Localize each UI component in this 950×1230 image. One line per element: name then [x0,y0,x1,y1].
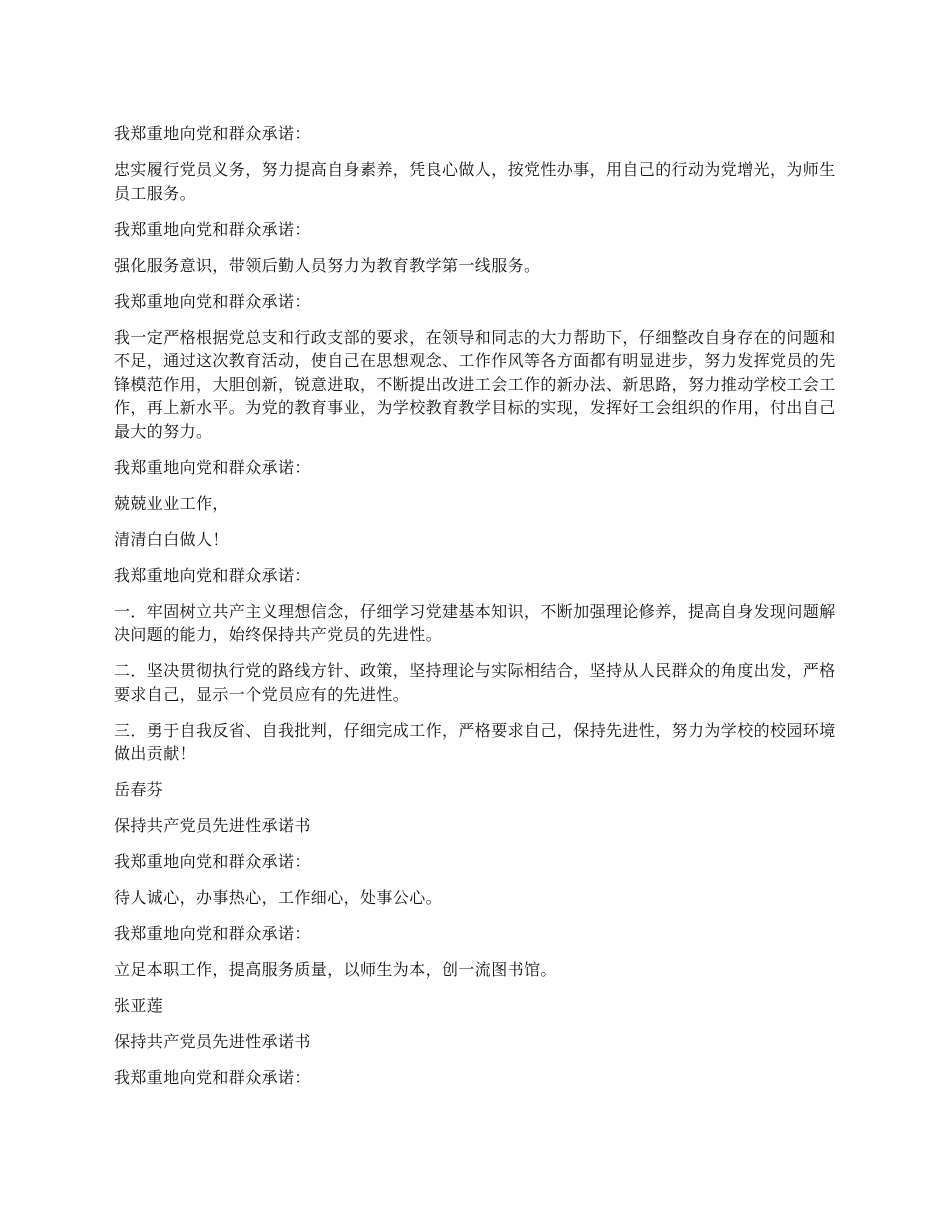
pledge-heading: 我郑重地向党和群众承诺： [114,219,311,239]
pledge-heading: 我郑重地向党和群众承诺： [114,457,311,477]
pledge-list-item: 三．勇于自我反省、自我批判，仔细完成工作，严格要求自己，保持先进性，努力为学校的校园环境做出贡献！ [114,720,836,763]
pledge-heading: 我郑重地向党和群众承诺： [114,124,311,143]
pledge-heading: 我郑重地向党和群众承诺： [114,924,311,943]
pledge-text: 强化服务意识，带领后勤人员努力为教育教学第一线服务。 [114,255,541,275]
document-title: 保持共产党员先进性承诺书 [114,1032,311,1051]
signature-name: 岳春芬 [114,780,164,799]
pledge-text: 我一定严格根据党总支和行政支部的要求，在领导和同志的大力帮助下，仔细整改自身存在的问题和不足，通过这次教育活动，使自己在思想观念、工作作风等各方面都有明显进步，努力发挥党员的先锋模范作用，大胆创新，锐意进取，不断提出改进工会工作的新办法、新思路，努力推动学校工会工作，再上新水平。为党的教育事业，为学校教育教学目标的实现，发挥好工会组织的作用，付出自己最大的努力。 [114,327,836,441]
signature-name: 张亚莲 [114,996,164,1015]
pledge-heading: 我郑重地向党和群众承诺： [114,565,311,585]
pledge-text: 立足本职工作，提高服务质量，以师生为本，创一流图书馆。 [114,960,557,979]
pledge-text: 兢兢业业工作， [114,493,229,513]
pledge-list-item: 二．坚决贯彻执行党的路线方针、政策，坚持理论与实际相结合，坚持从人民群众的角度出发，严格要求自己，显示一个党员应有的先进性。 [114,661,836,704]
pledge-text: 待人诚心，办事热心，工作细心，处事公心。 [114,888,443,907]
pledge-heading: 我郑重地向党和群众承诺： [114,1068,311,1087]
document-title: 保持共产党员先进性承诺书 [114,816,311,835]
pledge-heading: 我郑重地向党和群众承诺： [114,291,311,311]
pledge-text: 清清白白做人！ [114,529,229,549]
pledge-list-item: 一．牢固树立共产主义理想信念，仔细学习党建基本知识，不断加强理论修养，提高自身发现问题解决问题的能力，始终保持共产党员的先进性。 [114,601,836,644]
pledge-text: 忠实履行党员义务，努力提高自身素养，凭良心做人，按党性办事，用自己的行动为党增光，为师生员工服务。 [114,160,836,203]
document-body [114,122,842,1102]
pledge-heading: 我郑重地向党和群众承诺： [114,852,311,871]
